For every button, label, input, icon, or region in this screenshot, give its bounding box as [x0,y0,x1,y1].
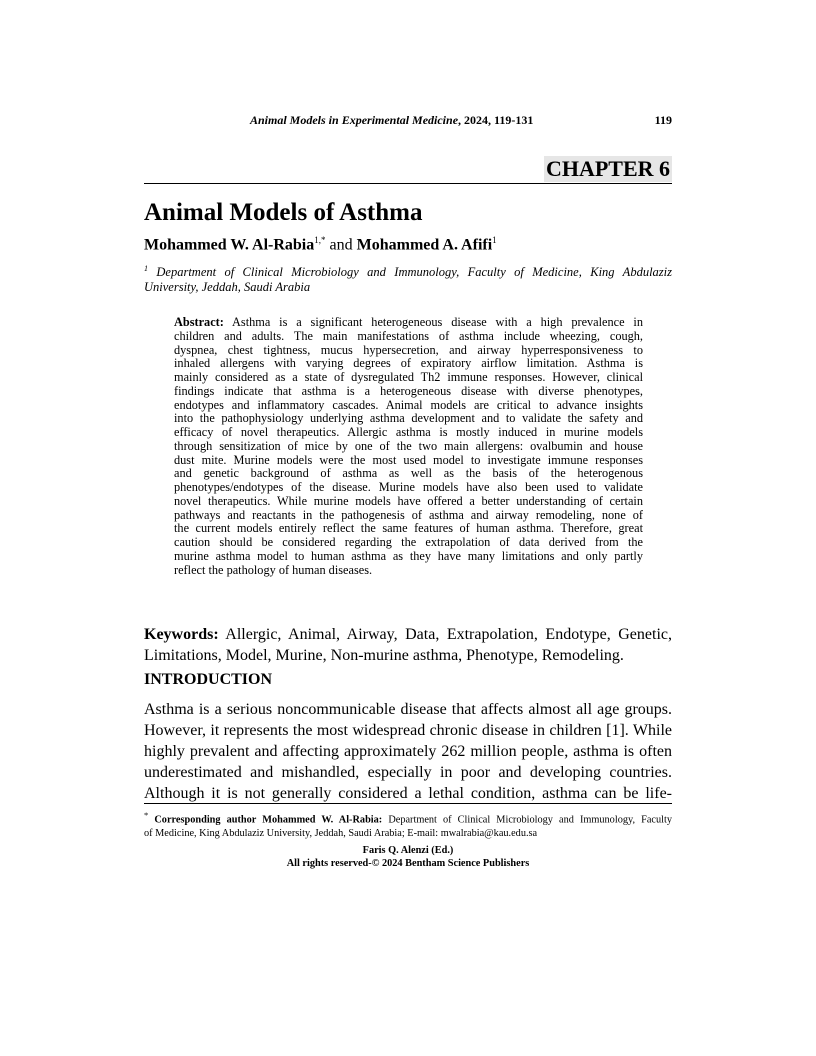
abstract-line: pathways and reactants in the pathogenesis of asthma and airway remodeling, none of [174,507,643,522]
abstract-line: caution should be considered regarding the extrapolation of data derived from the [174,535,643,549]
introduction-body [144,699,672,804]
footnote-text: Department of Clinical Microbiology and Immunology, Faculty [382,814,672,826]
abstract-line: children and adults. The main manifestations of asthma include wheezing, cough, [174,328,643,343]
abstract-line: findings indicate that asthma is a heterogeneous disease with diverse phenotypes, [174,383,643,398]
abstract-line: murine asthma model to human asthma as they have many limitations and only partly [174,548,643,563]
authors [144,235,497,254]
footnote-rule [144,803,672,804]
abstract-line: the current models entirely reflect the same features of human asthma. Therefore, great [174,521,643,536]
footnote-label: Corresponding author Mohammed W. Al-Rabia: [154,814,383,826]
chapter-label: CHAPTER 6 [545,156,670,181]
keywords-line: Limitations, Model, Murine, Non-murine asthma, Phenotype, Remodeling. [144,647,624,664]
abstract-line: inhaled allergens with varying degrees of expiratory airflow limitation. Asthma is [174,356,643,371]
running-header [250,113,533,128]
and-text: and [329,236,353,254]
abstract-line: novel therapeutics. While murine models have offered a better understanding of certain [174,493,643,508]
abstract-line: phenotypes/endotypes of the disease. Murine models have also been used to validate [174,480,643,494]
abstract-line: reflect the pathology of human diseases. [174,562,373,577]
copyright: All rights reserved-© 2024 Bentham Science Publishers [286,858,530,869]
author-2: Mohammed A. Afifi [356,236,493,254]
keywords-label: Keywords: [144,626,219,643]
intro-line: Although it is not generally considered a lethal condition, asthma can be life- [144,785,672,802]
intro-line: underestimated and mishandled, especially in poor and developing countries. [144,764,672,781]
page-title: Animal Models of Asthma [144,199,423,226]
affiliation [144,261,672,295]
author-1: Mohammed W. Al-Rabia [144,236,315,254]
header-rule [144,183,672,184]
citation: , 2024, 119-131 [458,113,534,127]
abstract [174,316,643,577]
abstract-label: Abstract: [174,315,224,329]
abstract-line: dyspnea, chest tightness, mucus hypersecretion, and airway hyperresponsiveness to [174,342,643,357]
abstract-line: into the pathophysiology underlying asthma development and to validate the safety and [174,411,643,426]
abstract-line: through sensitization of mice by one of the two main allergens: ovalbumin and house [174,438,643,453]
footnote [144,808,672,841]
footnote-sup: * [144,810,149,820]
abstract-line: mainly considered as a state of dysregulated Th2 immune responses. However, clinical [174,370,643,384]
abstract-line: endotypes and inflammatory cascades. Animal models are critical to advance insights [174,397,643,412]
introduction-heading: INTRODUCTION [144,671,273,688]
intro-line: Asthma is a serious noncommunicable disease that affects almost all age groups. [144,701,672,718]
intro-line: However, it represents the most widespread chronic disease in children [1]. While [144,722,672,739]
abstract-line: and genetic background of asthma as well as the basis of the heterogenous [174,466,643,481]
publisher-info [144,844,672,870]
keywords [144,624,672,666]
abstract-line: dust mite. Murine models were the most used model to investigate immune responses [174,452,643,467]
abstract-line: efficacy of novel therapeutics. Allergic asthma is mostly induced in murine models [174,425,643,439]
author-2-sup: 1 [492,235,497,245]
journal-name: Animal Models in Experimental Medicine [250,113,459,127]
affil-sup: 1 [144,264,148,273]
intro-line: highly prevalent and affecting approximately 262 million people, asthma is often [144,743,672,760]
abstract-line: Asthma is a significant heterogeneous disease with a high prevalence in [223,315,643,329]
keywords-line: Allergic, Animal, Airway, Data, Extrapolation, Endotype, Genetic, [218,626,672,643]
page-number: 119 [654,113,672,127]
footnote-line: of Medicine, King Abdulaziz University, Jeddah, Saudi Arabia; E-mail: mwalrabia@kau.edu.sa [144,828,538,840]
affil-line: Department of Clinical Microbiology and Immunology, Faculty of Medicine, King Abdulaziz [156,265,672,280]
affil-line: University, Jeddah, Saudi Arabia [144,280,311,295]
editor: Faris Q. Alenzi (Ed.) [362,845,454,856]
author-1-sup: 1,* [314,235,326,245]
